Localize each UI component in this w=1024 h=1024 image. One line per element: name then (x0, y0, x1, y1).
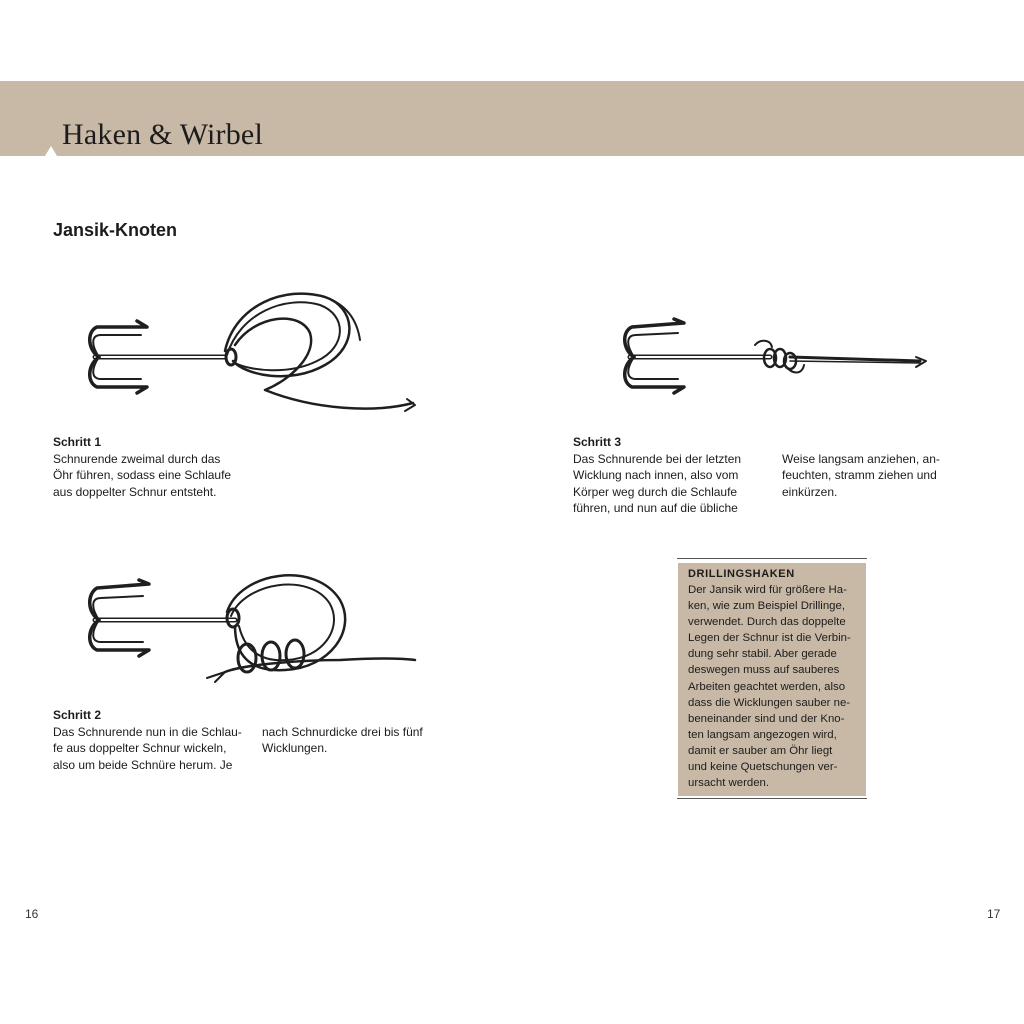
page-number-left: 16 (25, 907, 39, 921)
step2-text-column-1: Das Schnurende nun in die Schlau- fe aus doppelter Schnur wickeln, also um beide Schnüre herum. Je (53, 725, 242, 772)
step2-heading: Schritt 2 (53, 708, 102, 722)
page-number-right: 17 (987, 907, 1001, 921)
sidebar-bottom-rule (677, 798, 867, 799)
header-tab-notch (45, 146, 57, 156)
step1-illustration (85, 285, 425, 425)
treble-hook-icon (625, 319, 770, 393)
sidebar-body: Der Jansik wird für größere Ha- ken, wie zum Beispiel Drillinge, verwendet. Durch das doppelte Legen der Schnur ist die Verbin- dung sehr stabil. Aber gerade deswegen muss auf sauberes Arbeiten geachtet werden, also dass die Wicklungen sauber ne- beneinander sind und der Kno- ten langsam angezogen wird, damit er sauber am Öhr liegt und keine Quetschungen ver- ursacht werden. (688, 584, 851, 790)
sidebar-box (678, 563, 866, 796)
sidebar-top-rule (677, 558, 867, 559)
step1-heading: Schritt 1 (53, 435, 102, 449)
step1-text: Schnurende zweimal durch das Öhr führen, sodass eine Schlaufe aus doppelter Schnur entsteht. (53, 452, 232, 499)
step3-illustration (620, 315, 930, 395)
treble-hook-icon (90, 321, 225, 393)
step3-text-column-2: Weise langsam anziehen, an- feuchten, stramm ziehen und einkürzen. (782, 452, 940, 499)
step3-heading: Schritt 3 (573, 435, 622, 449)
sidebar-title: DRILLINGSHAKEN (688, 568, 795, 580)
step2-text-column-2: nach Schnurdicke drei bis fünf Wicklungen. (262, 725, 423, 756)
chapter-title: Haken & Wirbel (62, 118, 263, 151)
treble-hook-icon (90, 580, 235, 656)
section-title: Jansik-Knoten (53, 220, 178, 240)
step2-illustration (85, 560, 425, 690)
step3-text-column-1: Das Schnurende bei der letzten Wicklung nach innen, also vom Körper weg durch die Schlaufe führen, und nun auf die übliche (573, 452, 742, 515)
